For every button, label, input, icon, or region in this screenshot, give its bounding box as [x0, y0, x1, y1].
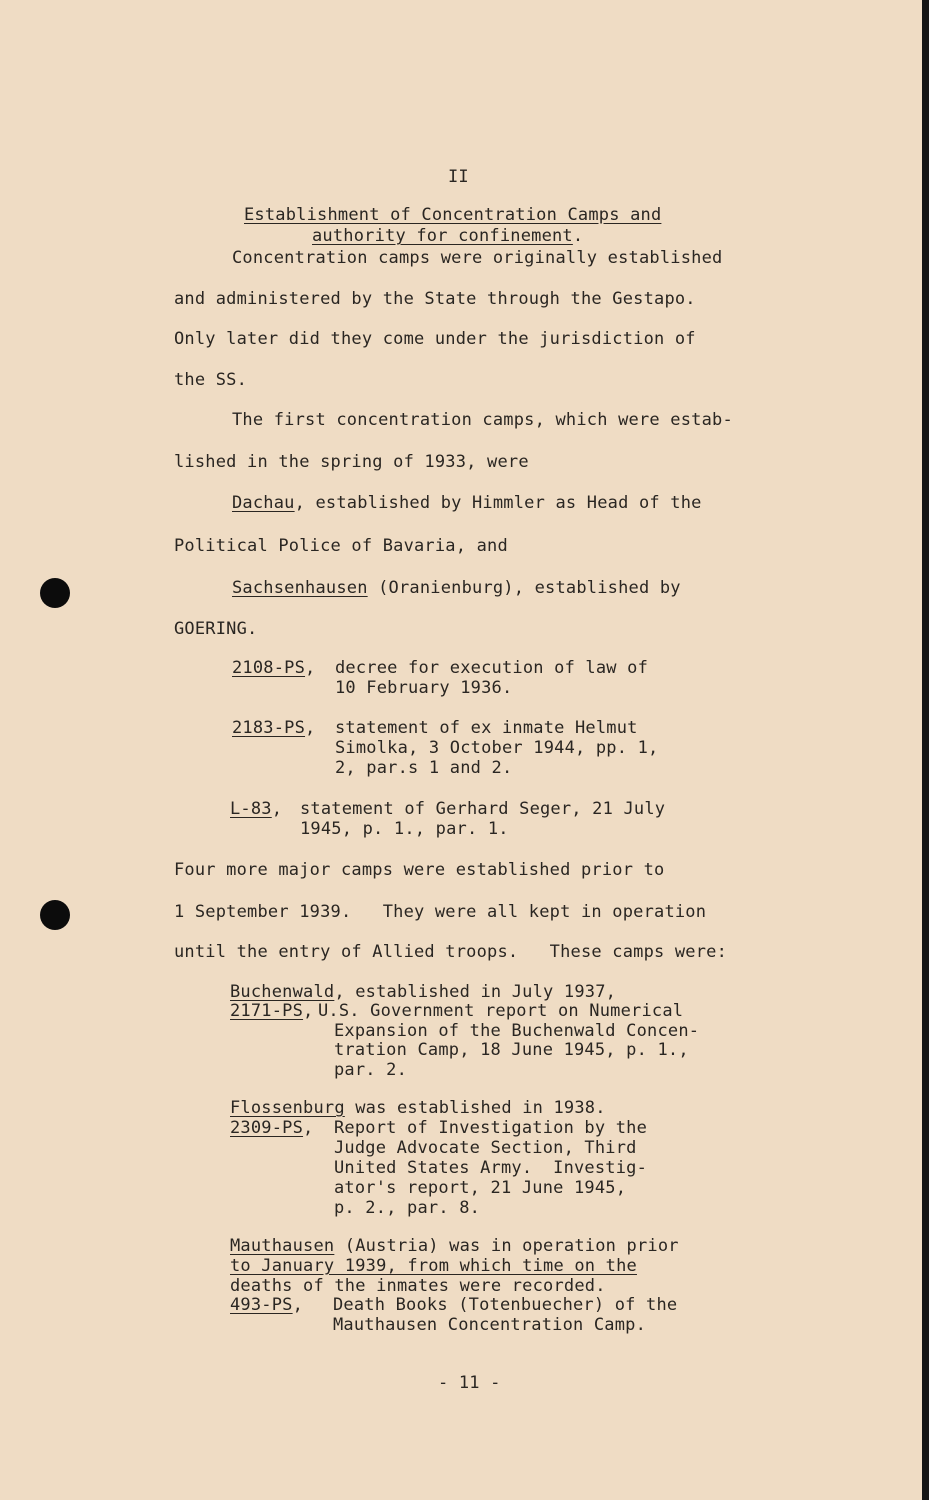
body-line: Only later did they come under the jurisdiction of: [174, 329, 696, 349]
citation-ref: L-83: [230, 799, 272, 819]
dachau-rest: , established by Himmler as Head of the: [294, 493, 702, 513]
sachsenhausen-line: [232, 579, 681, 599]
page-number: - 11 -: [438, 1373, 501, 1393]
punch-hole: [40, 578, 70, 608]
dachau-line: [232, 494, 702, 514]
citation-ref-line: [230, 1119, 313, 1139]
citation-text: tration Camp, 18 June 1945, p. 1.,: [334, 1040, 689, 1060]
citation-text: statement of ex inmate Helmut: [335, 718, 638, 738]
citation-ref-line: [230, 1002, 313, 1022]
citation-text: U.S. Government report on Numerical: [318, 1001, 684, 1021]
citation-text: statement of Gerhard Seger, 21 July: [300, 799, 666, 819]
citation-ref: 2171-PS: [230, 1001, 304, 1021]
citation-text: 10 February 1936.: [335, 678, 513, 698]
dachau-name: Dachau: [232, 493, 295, 513]
body-line: until the entry of Allied troops. These camps were:: [174, 942, 728, 962]
sachsenhausen-name: Sachsenhausen: [232, 578, 368, 598]
punch-hole: [40, 900, 70, 930]
citation-ref-line: [232, 719, 315, 739]
citation-text: Death Books (Totenbuecher) of the: [333, 1295, 678, 1315]
buchenwald-rest: , established in July 1937,: [334, 982, 617, 1002]
heading-line-2-end: .: [572, 226, 584, 246]
section-number: II: [448, 167, 469, 187]
mauthausen-name: Mauthausen: [230, 1236, 335, 1256]
mauthausen-rest: (Austria) was in operation prior: [334, 1236, 679, 1256]
sachsenhausen-rest: (Oranienburg), established by: [367, 578, 681, 598]
heading-line-2-text: authority for confinement: [312, 226, 573, 246]
citation-text: decree for execution of law of: [335, 658, 649, 678]
heading-line-1: Establishment of Concentration Camps and: [244, 205, 662, 225]
citation-ref-line: [230, 1296, 303, 1316]
body-line: Political Police of Bavaria, and: [174, 536, 508, 556]
citation-text: ator's report, 21 June 1945,: [334, 1178, 627, 1198]
citation-sep: ,: [305, 658, 316, 678]
body-line: Concentration camps were originally established: [232, 248, 723, 268]
citation-ref: 493-PS: [230, 1295, 293, 1315]
buchenwald-name: Buchenwald: [230, 982, 335, 1002]
citation-sep: ,: [292, 1295, 304, 1315]
citation-text: United States Army. Investig-: [334, 1158, 648, 1178]
citation-text: Mauthausen Concentration Camp.: [333, 1315, 647, 1335]
heading-line-2: [312, 227, 583, 247]
citation-sep: ,: [303, 1001, 314, 1021]
body-line: GOERING.: [174, 619, 258, 639]
body-line: The first concentration camps, which were estab-: [232, 410, 733, 430]
citation-text: par. 2.: [334, 1060, 408, 1080]
citation-text: p. 2., par. 8.: [334, 1198, 481, 1218]
body-line: the SS.: [174, 370, 248, 390]
citation-ref: 2309-PS: [230, 1118, 304, 1138]
buchenwald-line: [230, 983, 616, 1003]
citation-text: Expansion of the Buchenwald Concen-: [334, 1021, 700, 1041]
body-line: lished in the spring of 1933, were: [174, 452, 529, 472]
flossenburg-name: Flossenburg: [230, 1098, 345, 1118]
citation-ref-line: [232, 659, 315, 679]
citation-text: 1945, p. 1., par. 1.: [300, 819, 509, 839]
body-line: Four more major camps were established prior to: [174, 860, 665, 880]
citation-text: Simolka, 3 October 1944, pp. 1,: [335, 738, 659, 758]
citation-sep: ,: [271, 799, 283, 819]
flossenburg-line: [230, 1099, 606, 1119]
citation-text: 2, par.s 1 and 2.: [335, 758, 513, 778]
body-line: deaths of the inmates were recorded.: [230, 1276, 606, 1296]
body-line: and administered by the State through the Gestapo.: [174, 289, 696, 309]
citation-ref: 2108-PS: [232, 658, 306, 678]
citation-ref-line: [230, 800, 282, 820]
citation-text: Judge Advocate Section, Third: [334, 1138, 637, 1158]
flossenburg-rest: was established in 1938.: [344, 1098, 606, 1118]
body-line: 1 September 1939. They were all kept in operation: [174, 902, 707, 922]
body-line: to January 1939, from which time on the: [230, 1256, 637, 1276]
citation-text: Report of Investigation by the: [334, 1118, 648, 1138]
citation-sep: ,: [303, 1118, 314, 1138]
mauthausen-line: [230, 1237, 679, 1257]
citation-ref: 2183-PS: [232, 718, 306, 738]
citation-sep: ,: [305, 718, 316, 738]
